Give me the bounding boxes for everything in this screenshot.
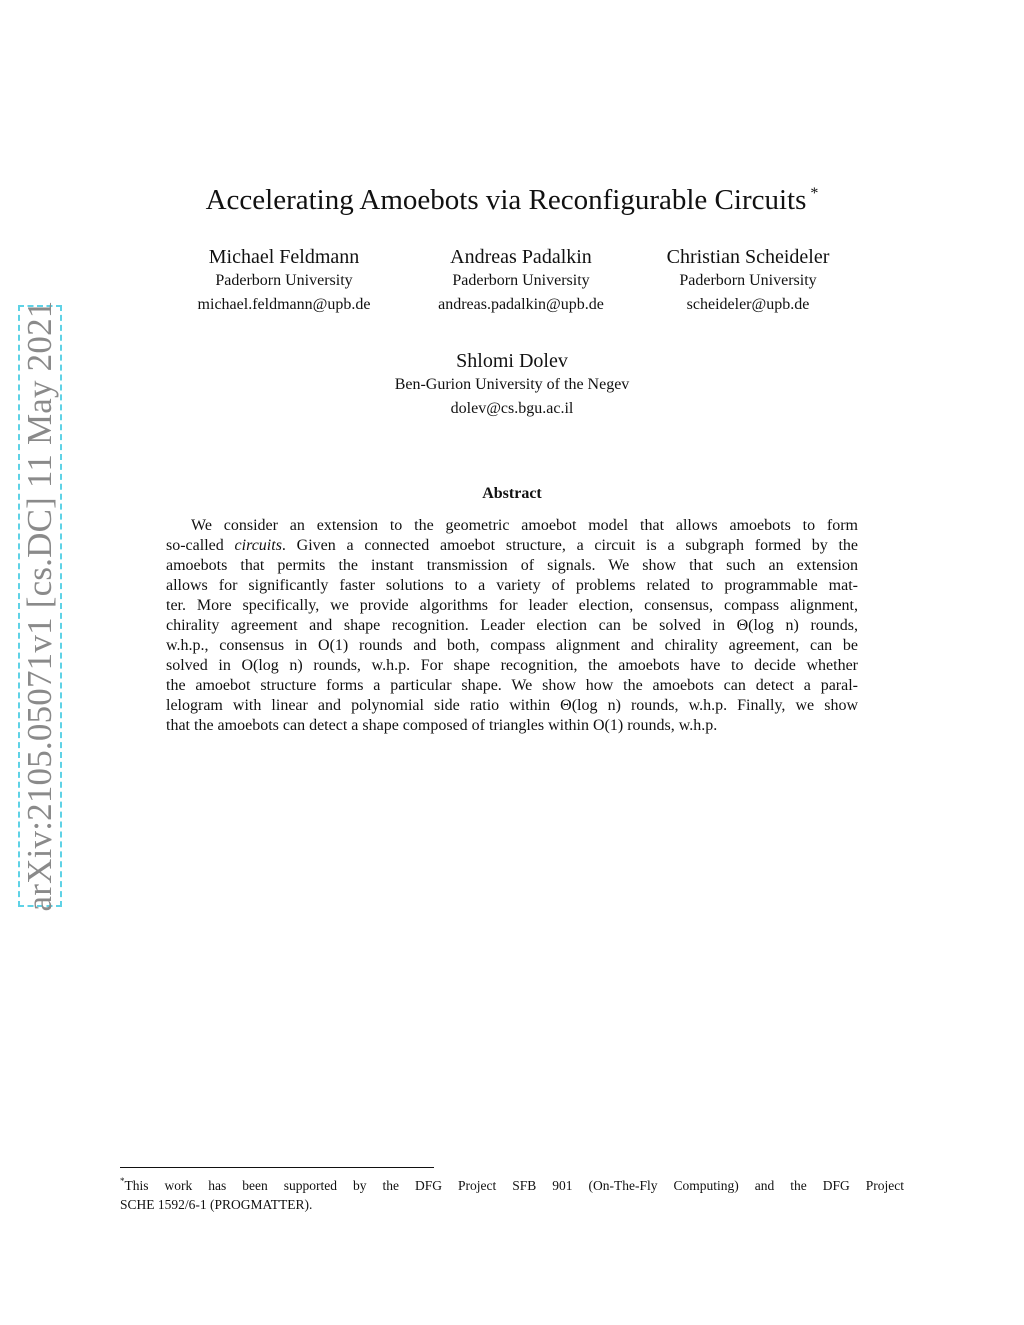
- author-email[interactable]: scheideler@upb.de: [686, 296, 810, 313]
- arxiv-stamp[interactable]: arXiv:2105.05071v1 [cs.DC] 11 May 2021: [20, 300, 59, 912]
- author-name: Andreas Padalkin: [450, 246, 592, 268]
- paper-title: [0, 184, 1024, 217]
- author-affiliation: Ben-Gurion University of the Negev: [394, 376, 630, 393]
- author-affiliation: Paderborn University: [215, 272, 353, 289]
- author-block: [421, 245, 621, 317]
- footnote-mark: *: [120, 1176, 125, 1186]
- author-name: Christian Scheideler: [666, 246, 830, 268]
- author-name: Shlomi Dolev: [456, 350, 568, 372]
- footnote-line: SCHE 1592/6-1 (PROGMATTER).: [120, 1197, 313, 1212]
- abstract-line: We consider an extension to the geometric amoebot model that allows amoebots to form: [191, 517, 858, 534]
- abstract-body: [166, 516, 858, 736]
- abstract-line: allows for significantly faster solutions to a variety of problems related to programmable mat-: [166, 577, 858, 594]
- abstract-line: amoebots that permits the instant transmission of signals. We show that such an extension: [166, 557, 858, 574]
- author-email[interactable]: dolev@cs.bgu.ac.il: [450, 400, 574, 417]
- abstract-line: w.h.p., consensus in O(1) rounds and both, compass alignment and chirality agreement, can be: [166, 637, 858, 654]
- author-affiliation: Paderborn University: [679, 272, 817, 289]
- author-email[interactable]: andreas.padalkin@upb.de: [438, 296, 604, 313]
- author-affiliation: Paderborn University: [452, 272, 590, 289]
- paper-title-text: Accelerating Amoebots via Reconfigurable Circuits: [205, 184, 807, 216]
- abstract-line: solved in O(log n) rounds, w.h.p. For shape recognition, the amoebots have to decide whether: [166, 657, 858, 674]
- abstract-line: the amoebot structure forms a particular shape. We show how the amoebots can detect a paral-: [166, 677, 858, 694]
- title-footnote-mark[interactable]: *: [810, 185, 819, 202]
- abstract-heading: Abstract: [482, 485, 542, 502]
- abstract-line: so-called circuits. Given a connected amoebot structure, a circuit is a subgraph formed by the: [166, 537, 859, 554]
- author-block: [648, 245, 848, 317]
- abstract-line: ter. More specifically, we provide algorithms for leader election, consensus, compass alignment,: [166, 597, 858, 614]
- emphasized-term: circuits: [234, 537, 282, 554]
- author-block: [362, 349, 662, 421]
- author-block: [184, 245, 384, 317]
- author-email[interactable]: michael.feldmann@upb.de: [197, 296, 371, 313]
- author-name: Michael Feldmann: [208, 246, 360, 268]
- footnote: [120, 1172, 904, 1214]
- footnote-rule: [120, 1167, 434, 1168]
- footnote-text: This work has been supported by the DFG Project SFB 901 (On-The-Fly Computing) and the DFG Project: [124, 1178, 904, 1193]
- footnote-line: [120, 1172, 904, 1195]
- abstract-line: lelogram with linear and polynomial side ratio within Θ(log n) rounds, w.h.p. Finally, we show: [166, 697, 858, 714]
- abstract-line: chirality agreement and shape recognition. Leader election can be solved in Θ(log n) rounds,: [166, 617, 858, 634]
- abstract-line: that the amoebots can detect a shape composed of triangles within O(1) rounds, w.h.p.: [166, 717, 718, 734]
